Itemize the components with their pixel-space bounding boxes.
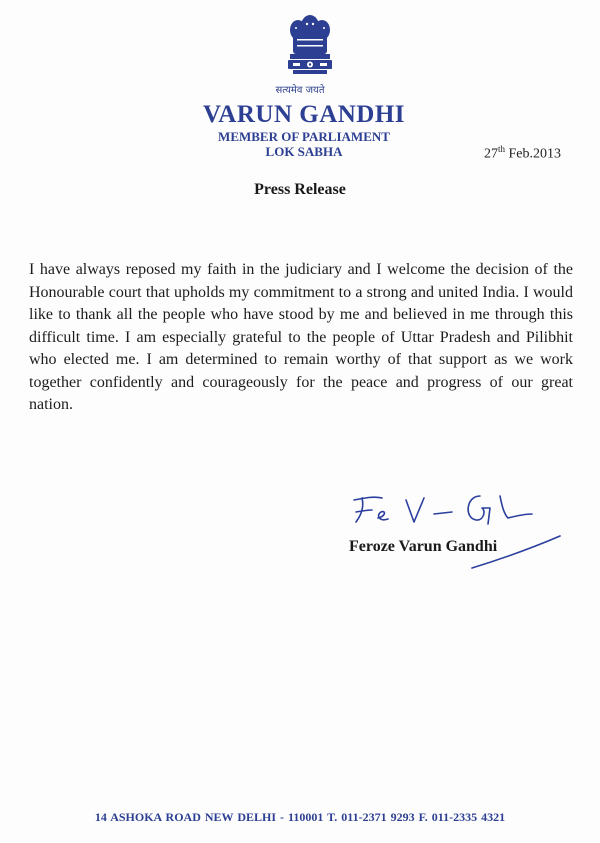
handwritten-signature bbox=[348, 488, 563, 578]
state-emblem-icon bbox=[281, 12, 339, 82]
motto-text: सत्यमेव जयते bbox=[275, 85, 325, 96]
signer-name: Feroze Varun Gandhi bbox=[349, 538, 498, 555]
statement-body: I have always reposed my faith in the judiciary and I welcome the decision of the Honourable court that upholds my commitment to a strong and united India. I would like to thank all the people who have stood by me and believed in me through this difficult time. I am especially grateful to the people of Uttar Pradesh and Pilibhit who elected me. I am determined to remain worthy of that support as we work together confidently and courageously for the peace and progress of our great nation. bbox=[29, 261, 573, 413]
role-line-lok-sabha: LOK SABHA bbox=[265, 144, 343, 159]
member-name: VARUN GANDHI bbox=[202, 101, 406, 128]
date-rest: Feb.2013 bbox=[505, 146, 562, 162]
release-date bbox=[484, 144, 561, 163]
document-title: Press Release bbox=[254, 181, 346, 198]
letterhead-footer: 14 ASHOKA ROAD NEW DELHI - 110001 T. 011-2371 9293 F. 011-2335 4321 bbox=[94, 810, 506, 824]
date-day: 27 bbox=[484, 146, 498, 162]
role-line-parliament: MEMBER OF PARLIAMENT bbox=[218, 129, 390, 144]
date-suffix: th bbox=[498, 144, 506, 154]
